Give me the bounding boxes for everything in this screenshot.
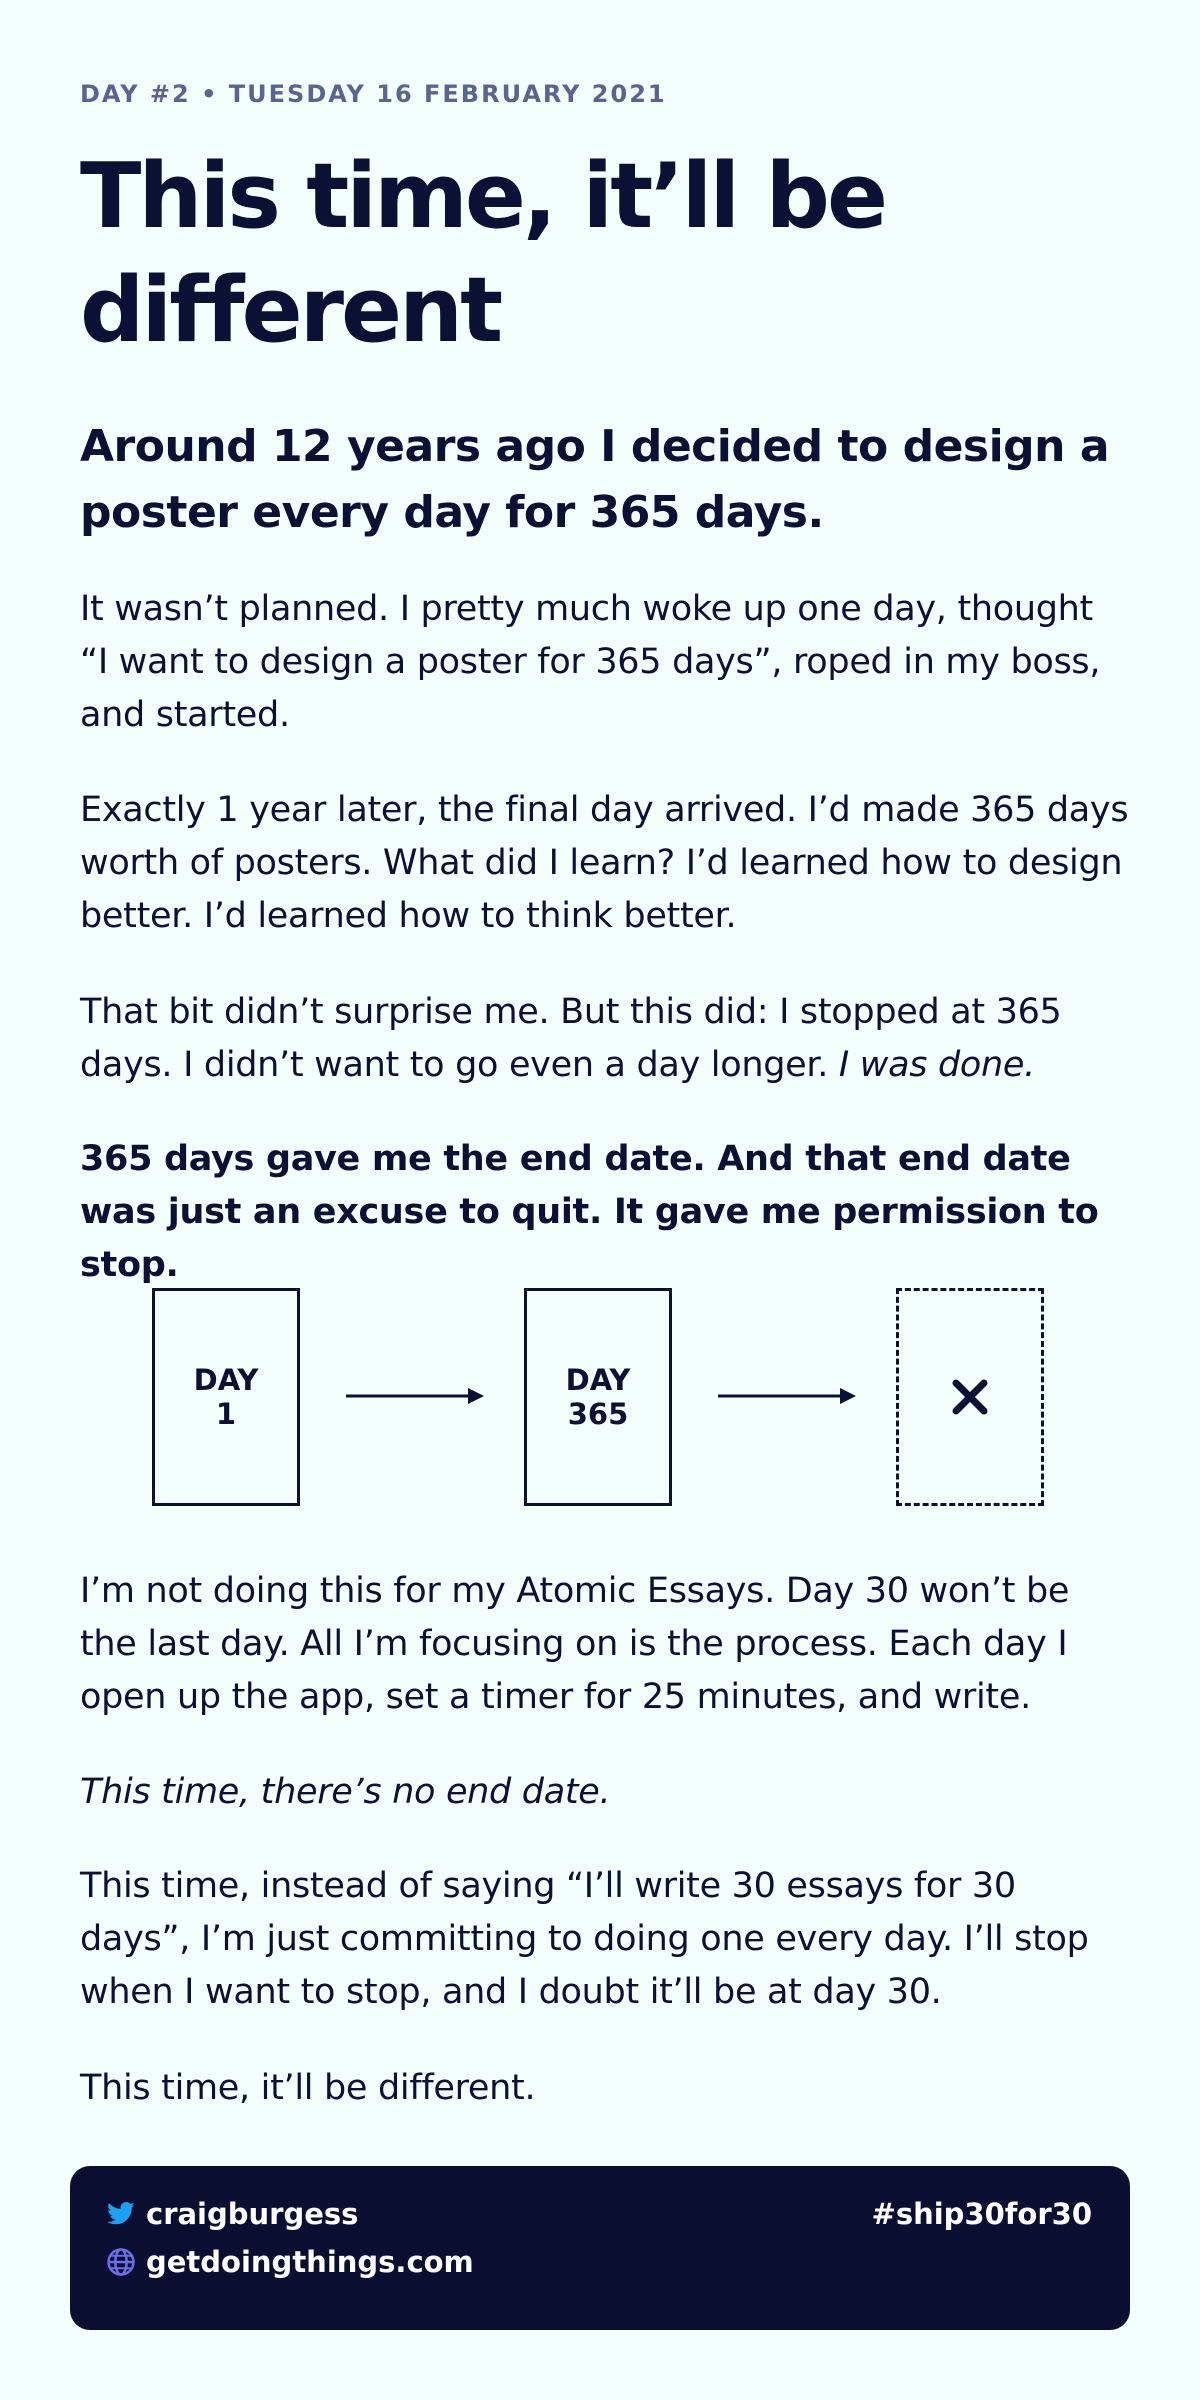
website-row[interactable] bbox=[106, 2245, 474, 2279]
paragraph-6-italic: This time, there’s no end date. bbox=[80, 1772, 611, 1812]
paragraph-4-bold: 365 days gave me the end date. And that end date was just an excuse to quit. It gave me permission to stop. bbox=[80, 1139, 1099, 1285]
end-box-dashed bbox=[896, 1288, 1044, 1506]
lead-paragraph: Around 12 years ago I decided to design a poster every day for 365 days. bbox=[80, 421, 1110, 538]
paragraph-2: Exactly 1 year later, the final day arrived. I’d made 365 days worth of posters. What did I learn? I’d learned how to design better. I’d learned how to think better. bbox=[80, 790, 1129, 936]
footer-card bbox=[70, 2166, 1130, 2330]
paragraph-5: I’m not doing this for my Atomic Essays. Day 30 won’t be the last day. All I’m focusing on is the process. Each day I open up the app, set a timer for 25 minutes, and write. bbox=[80, 1571, 1070, 1717]
day-progression-diagram bbox=[152, 1288, 1132, 1513]
twitter-handle-row[interactable] bbox=[106, 2197, 358, 2231]
hashtag[interactable]: #ship30for30 bbox=[871, 2197, 1092, 2231]
twitter-icon bbox=[106, 2199, 136, 2229]
paragraph-8: This time, it’ll be different. bbox=[80, 2068, 536, 2108]
day-365-box bbox=[524, 1288, 672, 1506]
paragraph-3-italic: I was done. bbox=[838, 1045, 1035, 1085]
globe-icon bbox=[106, 2247, 136, 2277]
day-365-label: DAY 365 bbox=[565, 1363, 631, 1431]
paragraph-7: This time, instead of saying “I’ll write 30 essays for 30 days”, I’m just committing to doing one every day. I’ll stop when I want to stop, and I doubt it’ll be at day 30. bbox=[80, 1866, 1089, 2012]
arrow-right-icon bbox=[346, 1384, 486, 1408]
website-link: getdoingthings.com bbox=[146, 2245, 474, 2279]
twitter-handle: craigburgess bbox=[146, 2197, 359, 2231]
paragraph-3 bbox=[80, 986, 1130, 1092]
paragraph-3-text: That bit didn’t surprise me. But this did: I stopped at 365 days. I didn’t want to go even a day longer. bbox=[80, 992, 1062, 1085]
page-title: This time, it’ll be different bbox=[80, 144, 885, 363]
day-date-line: DAY #2 • TUESDAY 16 FEBRUARY 2021 bbox=[80, 80, 667, 108]
day-1-box bbox=[152, 1288, 300, 1506]
arrow-right-icon bbox=[718, 1384, 858, 1408]
day-1-label: DAY 1 bbox=[193, 1363, 259, 1431]
paragraph-1: It wasn’t planned. I pretty much woke up one day, thought “I want to design a poster for 365 days”, roped in my boss, and started. bbox=[80, 589, 1101, 735]
x-mark-icon bbox=[948, 1375, 992, 1419]
